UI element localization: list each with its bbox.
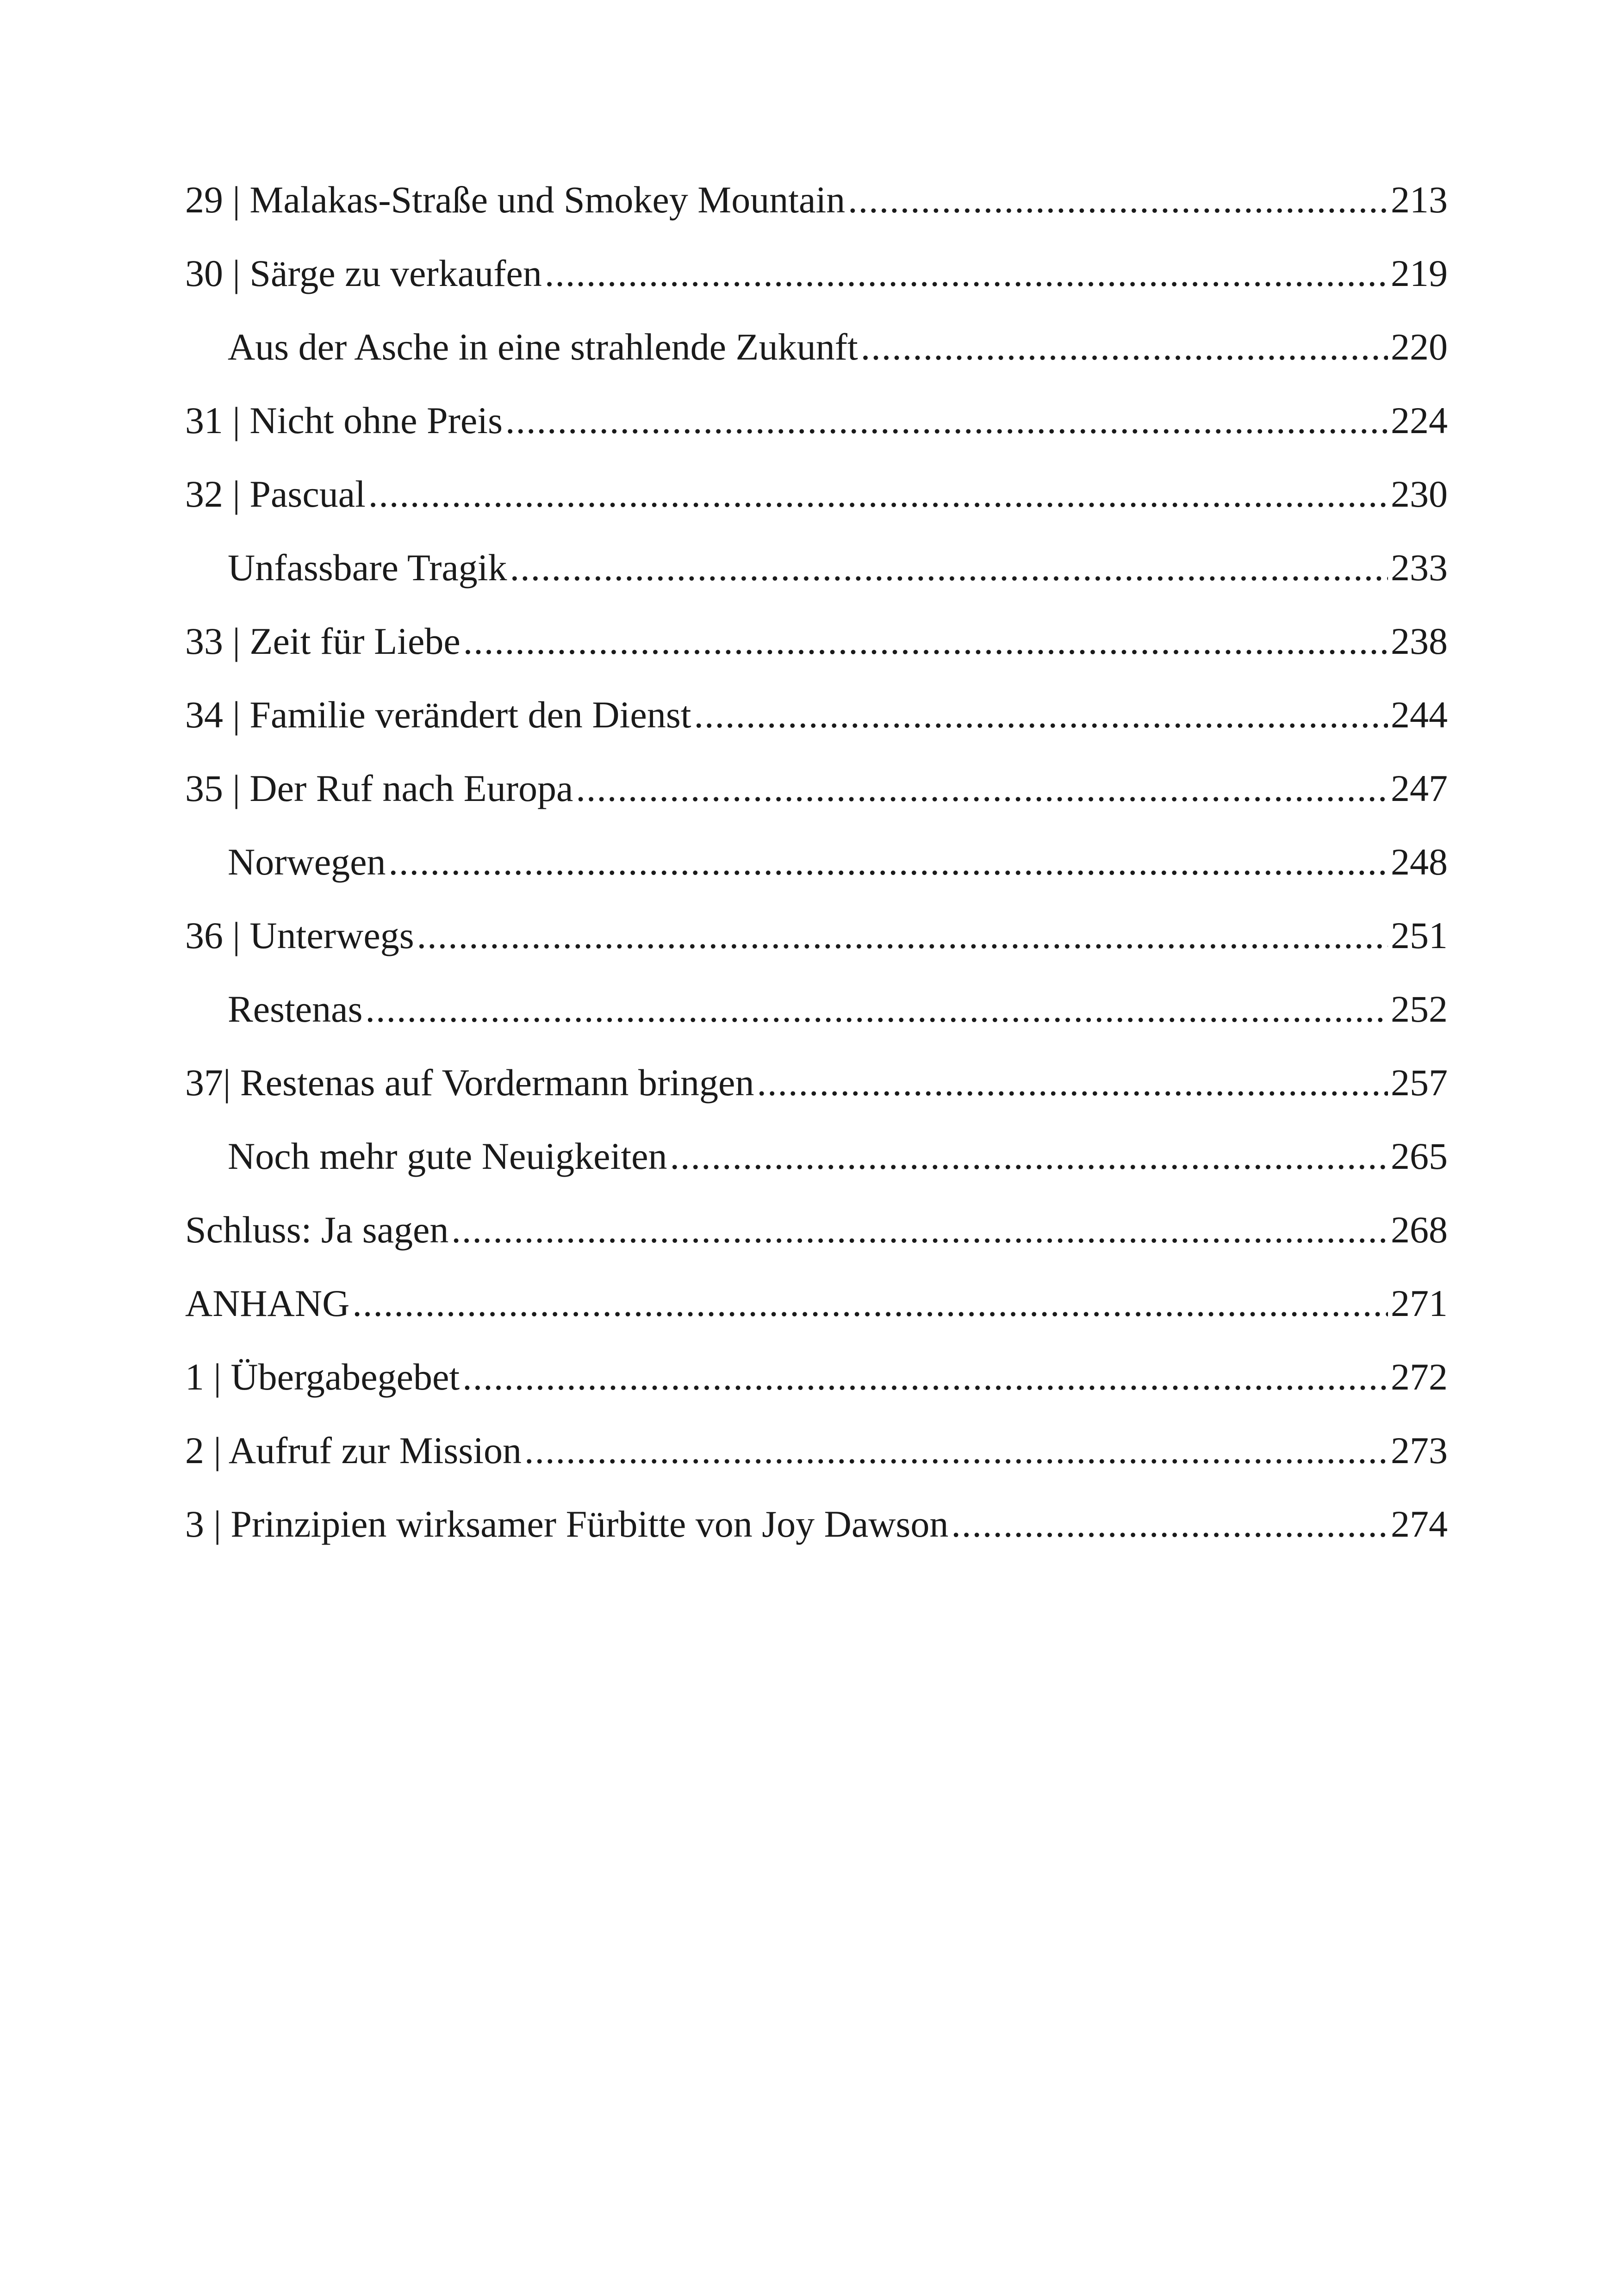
toc-dot-leader bbox=[451, 1208, 1388, 1252]
toc-entry-title: 36 | Unterwegs bbox=[185, 914, 414, 956]
toc-entry-title: 29 | Malakas-Straße und Smokey Mountain bbox=[185, 179, 846, 221]
toc-dot-leader bbox=[694, 693, 1388, 737]
toc-entry bbox=[185, 252, 1448, 325]
toc-dot-leader bbox=[545, 252, 1388, 295]
toc-entry-page-number: 230 bbox=[1391, 473, 1448, 515]
toc-entry bbox=[185, 178, 1448, 252]
toc-dot-leader bbox=[757, 1061, 1388, 1105]
toc-entry bbox=[185, 620, 1448, 693]
toc-entry-title: 35 | Der Ruf nach Europa bbox=[185, 767, 573, 809]
toc-entry-title: 31 | Nicht ohne Preis bbox=[185, 399, 503, 441]
toc-dot-leader bbox=[510, 546, 1388, 590]
toc-entry-page-number: 247 bbox=[1391, 767, 1448, 809]
toc-dot-leader bbox=[352, 1282, 1388, 1325]
toc-entry-title: 2 | Aufruf zur Mission bbox=[185, 1429, 522, 1471]
toc-entry-title: 1 | Übergabegebet bbox=[185, 1356, 460, 1398]
toc-entry-page-number: 271 bbox=[1391, 1282, 1448, 1324]
toc-entry-title: Noch mehr gute Neuigkeiten bbox=[228, 1135, 667, 1177]
toc-dot-leader bbox=[368, 472, 1388, 516]
toc-entry-page-number: 219 bbox=[1391, 252, 1448, 294]
toc-entry-title: Restenas bbox=[228, 988, 363, 1030]
toc-entry-page-number: 257 bbox=[1391, 1061, 1448, 1104]
toc-entry bbox=[185, 1208, 1448, 1282]
toc-entry-page-number: 273 bbox=[1391, 1429, 1448, 1471]
toc-entry-page-number: 274 bbox=[1391, 1503, 1448, 1545]
toc-entry bbox=[185, 1429, 1448, 1502]
toc-entry-page-number: 272 bbox=[1391, 1356, 1448, 1398]
toc-entry-title: ANHANG bbox=[185, 1282, 350, 1324]
toc-entry bbox=[185, 1061, 1448, 1135]
toc-entry-page-number: 265 bbox=[1391, 1135, 1448, 1177]
toc-dot-leader bbox=[951, 1502, 1388, 1546]
toc-dot-leader bbox=[462, 1355, 1388, 1399]
toc-entry bbox=[185, 914, 1448, 987]
toc-entry-page-number: 268 bbox=[1391, 1209, 1448, 1251]
toc-dot-leader bbox=[576, 767, 1388, 810]
toc-dot-leader bbox=[848, 178, 1388, 222]
toc-dot-leader bbox=[365, 987, 1388, 1031]
toc-entry bbox=[185, 1355, 1448, 1429]
toc-entry bbox=[185, 693, 1448, 767]
toc-dot-leader bbox=[861, 325, 1388, 369]
toc-entry-title: 37| Restenas auf Vordermann bringen bbox=[185, 1061, 754, 1104]
toc-entry-page-number: 224 bbox=[1391, 399, 1448, 441]
toc-entry-title: Unfassbare Tragik bbox=[228, 546, 507, 589]
toc-entry bbox=[185, 1282, 1448, 1355]
toc-dot-leader bbox=[670, 1135, 1388, 1178]
toc-entry-page-number: 244 bbox=[1391, 694, 1448, 736]
toc-subentry bbox=[185, 325, 1448, 399]
toc-entry-title: 3 | Prinzipien wirksamer Fürbitte von Joy Dawson bbox=[185, 1503, 949, 1545]
toc-subentry bbox=[185, 987, 1448, 1061]
toc-entry-page-number: 220 bbox=[1391, 326, 1448, 368]
toc-dot-leader bbox=[524, 1429, 1388, 1472]
toc-subentry bbox=[185, 840, 1448, 914]
toc-entry-page-number: 213 bbox=[1391, 179, 1448, 221]
toc-entry-title: 30 | Särge zu verkaufen bbox=[185, 252, 542, 294]
toc-entry-title: 34 | Familie verändert den Dienst bbox=[185, 694, 691, 736]
toc-dot-leader bbox=[505, 399, 1388, 442]
toc-entry-title: Norwegen bbox=[228, 841, 386, 883]
toc-entry-page-number: 233 bbox=[1391, 546, 1448, 589]
toc-subentry bbox=[185, 1135, 1448, 1208]
toc-dot-leader bbox=[417, 914, 1388, 957]
toc-entry-page-number: 248 bbox=[1391, 841, 1448, 883]
toc-entry-title: Schluss: Ja sagen bbox=[185, 1209, 449, 1251]
toc-entry-page-number: 251 bbox=[1391, 914, 1448, 956]
toc-dot-leader bbox=[389, 840, 1388, 884]
toc-entry bbox=[185, 472, 1448, 546]
toc-dot-leader bbox=[463, 620, 1388, 663]
toc-entry-title: Aus der Asche in eine strahlende Zukunft bbox=[228, 326, 858, 368]
toc-entry-title: 32 | Pascual bbox=[185, 473, 366, 515]
table-of-contents bbox=[185, 178, 1448, 1576]
toc-entry-page-number: 252 bbox=[1391, 988, 1448, 1030]
toc-entry bbox=[185, 1502, 1448, 1576]
toc-subentry bbox=[185, 546, 1448, 620]
toc-entry-page-number: 238 bbox=[1391, 620, 1448, 662]
toc-entry-title: 33 | Zeit für Liebe bbox=[185, 620, 461, 662]
toc-entry bbox=[185, 399, 1448, 472]
toc-entry bbox=[185, 767, 1448, 840]
